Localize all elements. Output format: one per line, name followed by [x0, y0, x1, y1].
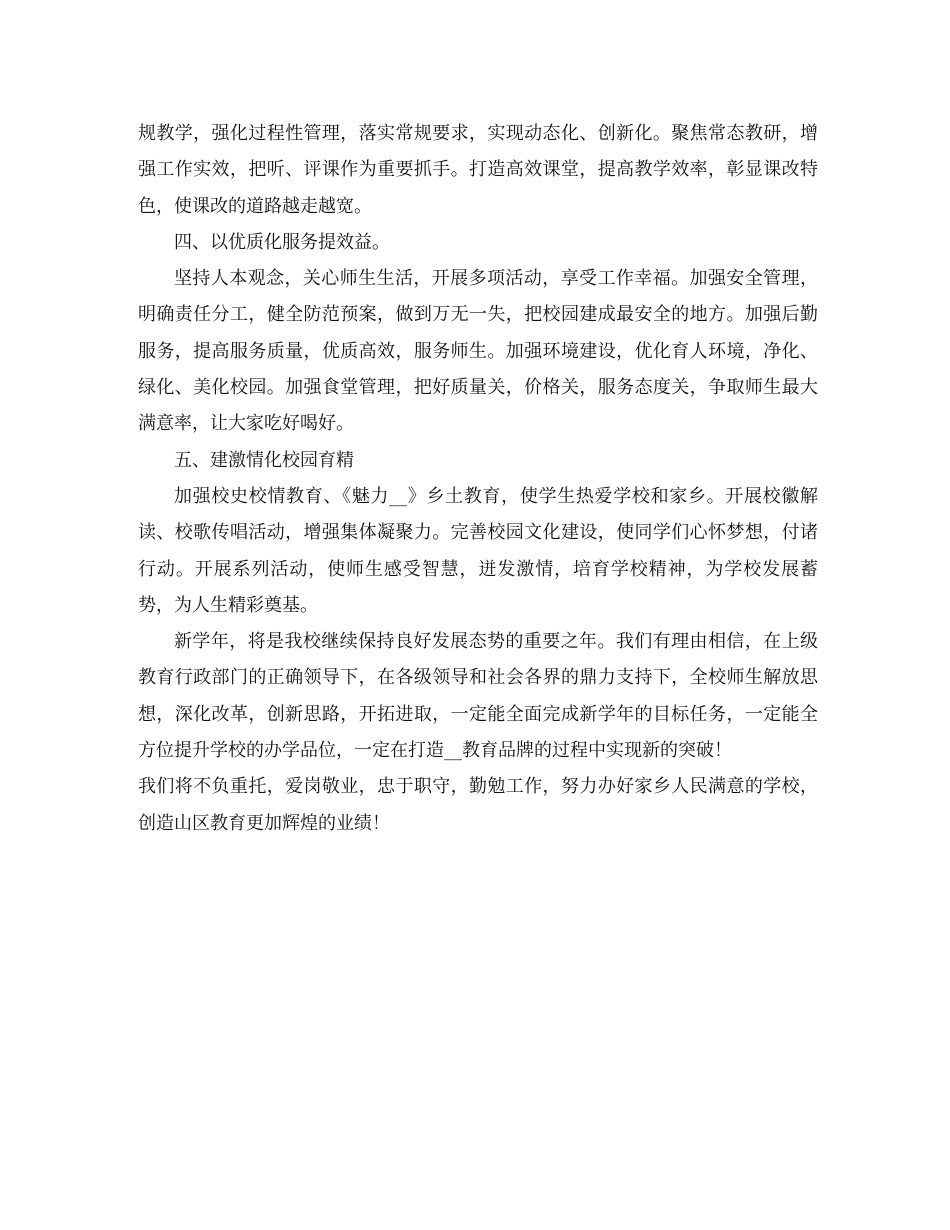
heading-section-four: 四、以优质化服务提效益。: [174, 231, 390, 253]
paragraph-service: 坚持人本观念，关心师生生活，开展多项活动，享受工作幸福。加强安全管理，明确责任分工，健全防范预案，做到万无一失，把校园建成最安全的地方。加强后勤服务，提高服务质量，优质高效，服务师生。加强环境建设，优化育人环境，净化、绿化、美化校园。加强食堂管理，把好质量关，价格关，服务态度关，争取师生最大满意率，让大家吃好喝好。: [138, 268, 818, 435]
paragraph-new-school-year: 新学年，将是我校继续保持良好发展态势的重要之年。我们有理由相信，在上级教育行政部门的正确领导下，在各级领导和社会各界的鼎力支持下，全校师生解放思想，深化改革，创新思路，开拓进取，一定能全面完成新学年的目标任务，一定能全方位提升学校的办学品位，一定在打造__教育品牌的过程中实现新的突破！: [138, 631, 818, 762]
paragraph-campus-culture: 加强校史校情教育、《魅力__》乡土教育，使学生热爱学校和家乡。开展校徽解读、校歌传唱活动，增强集体凝聚力。完善校园文化建设，使同学们心怀梦想，付诸行动。开展系列活动，使师生感受智慧，迸发激情，培育学校精神，为学校发展蓄势，为人生精彩奠基。: [138, 485, 818, 616]
paragraph-continued-teaching: 规教学，强化过程性管理，落实常规要求，实现动态化、创新化。聚焦常态教研，增强工作实效，把听、评课作为重要抓手。打造高效课堂，提高教学效率，彰显课改特色，使课改的道路越走越宽。: [138, 123, 818, 217]
heading-section-five: 五、建激情化校园育精: [174, 449, 354, 471]
paragraph-closing: 我们将不负重托，爱岗敬业，忠于职守，勤勉工作，努力办好家乡人民满意的学校，创造山区教育更加辉煌的业绩！: [138, 776, 818, 834]
document-body: [138, 116, 818, 842]
